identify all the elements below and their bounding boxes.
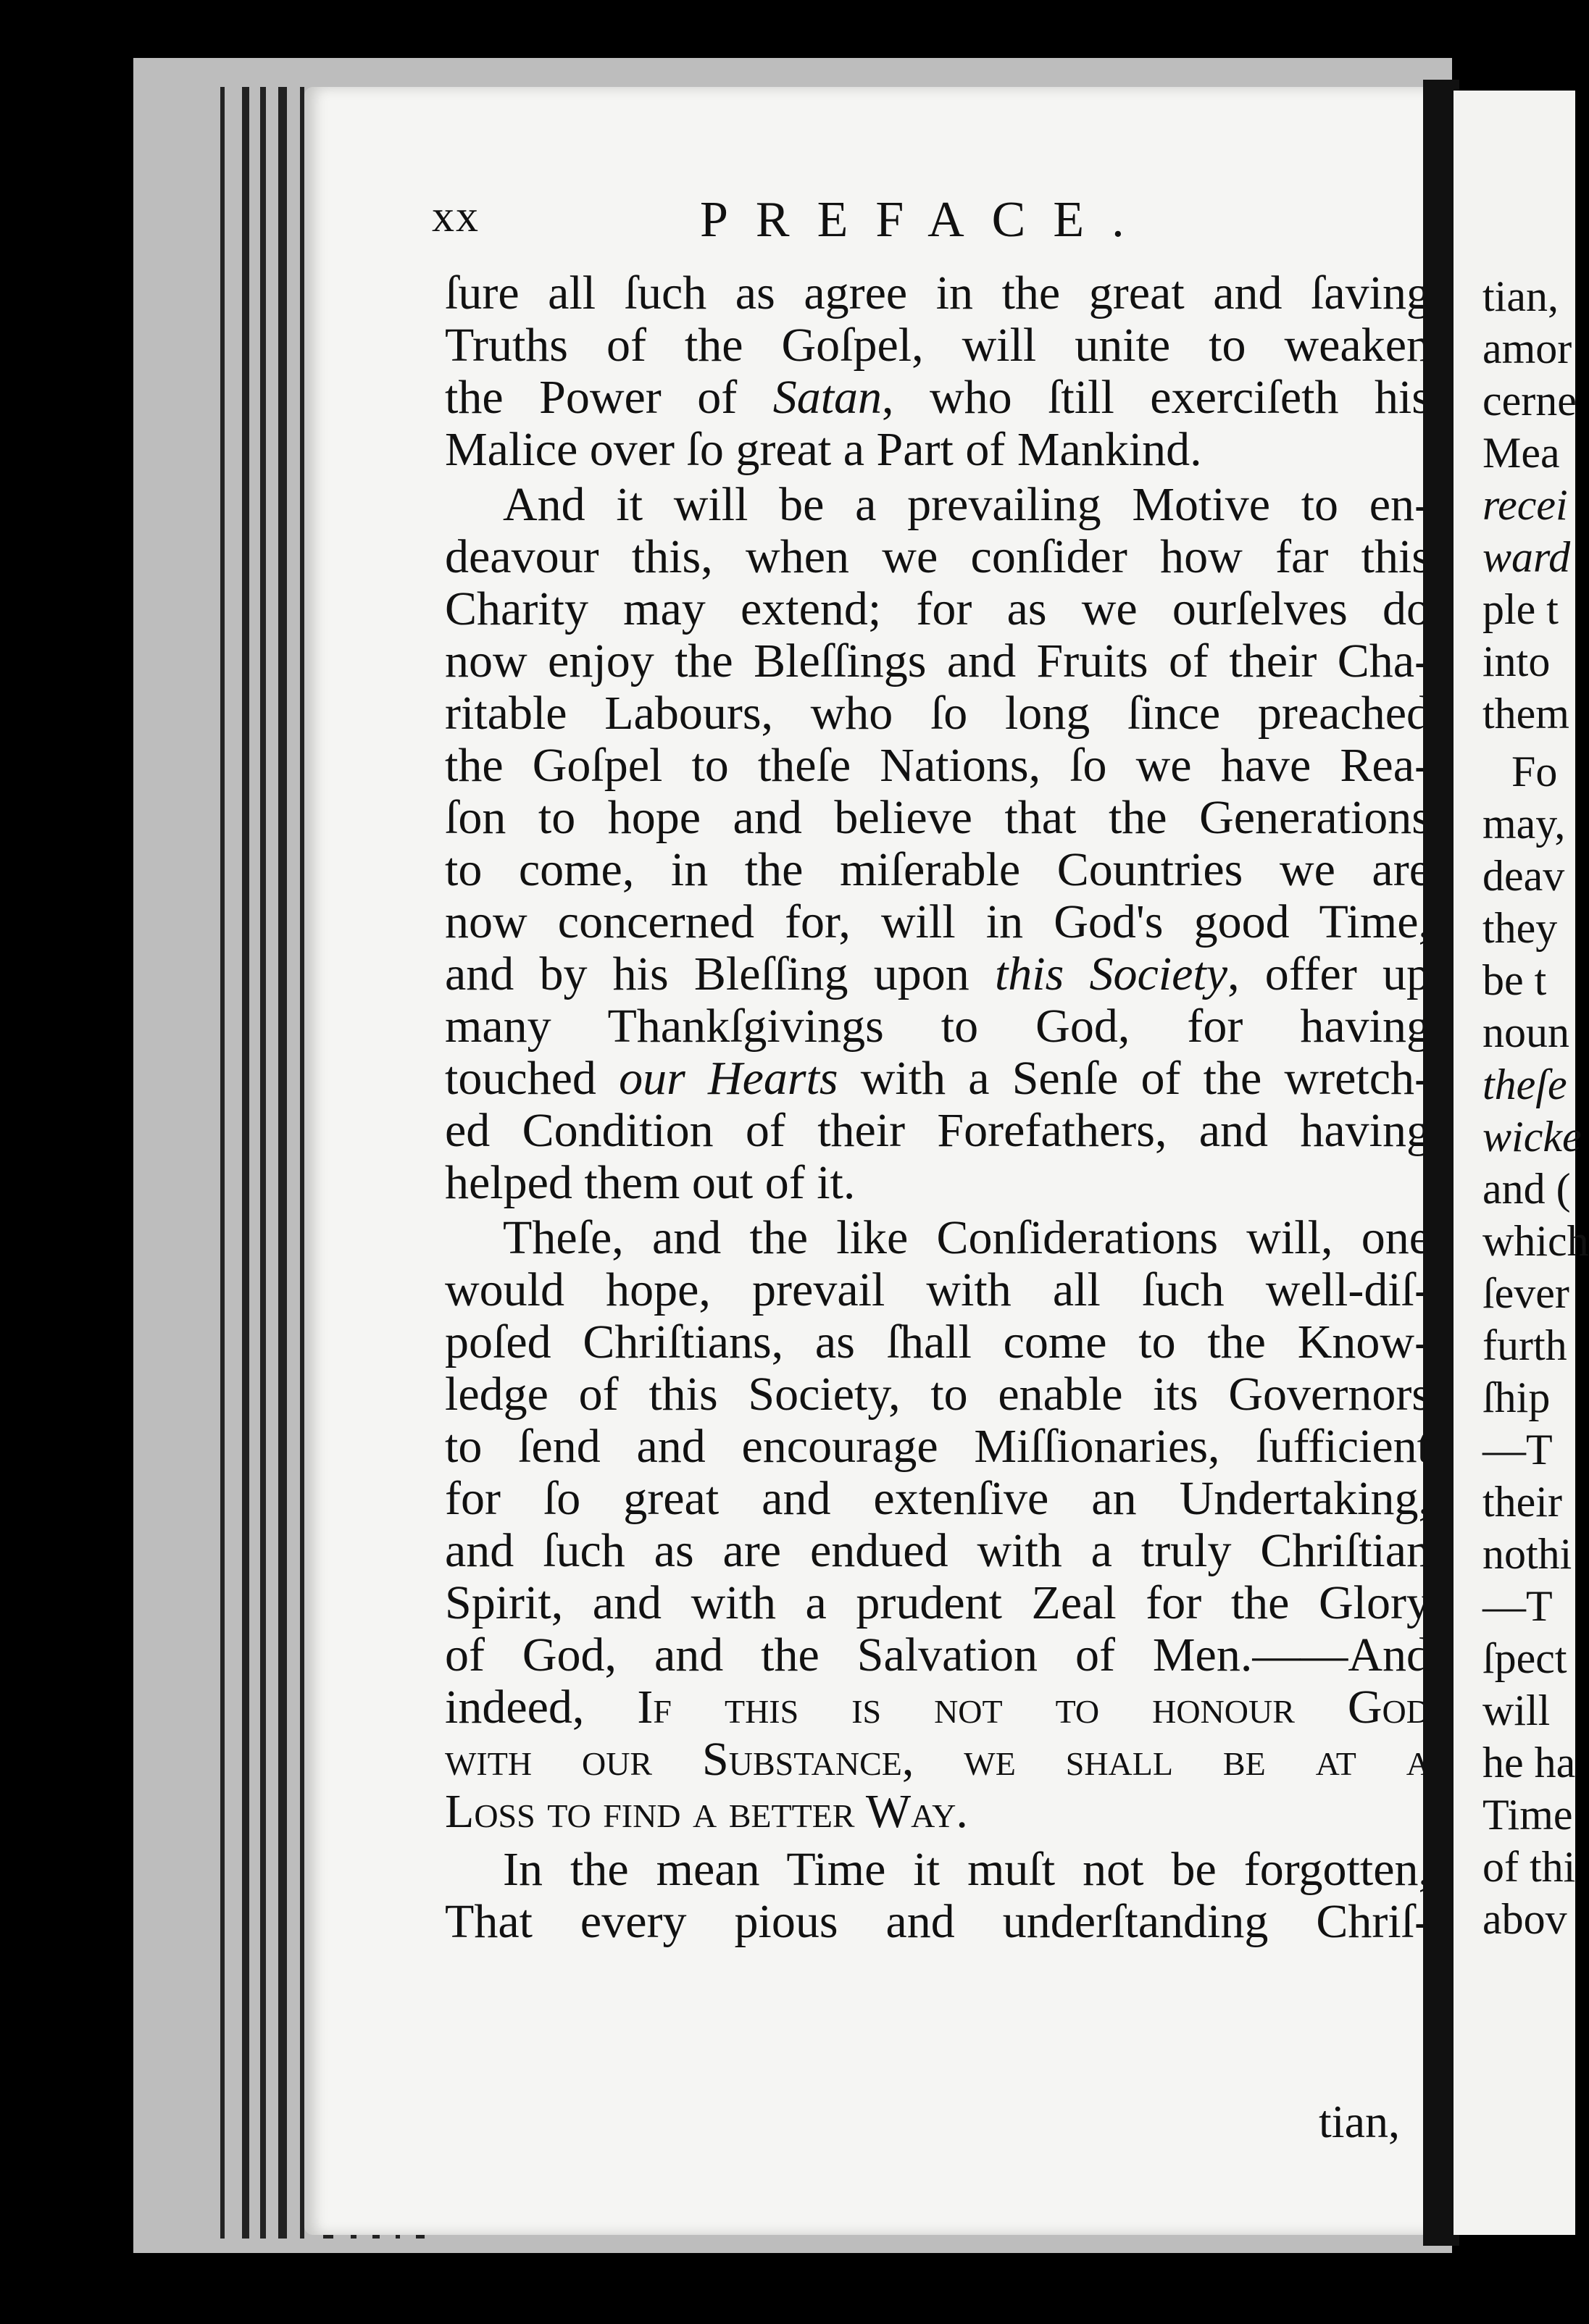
text-line: deavour this, when we conſider how far this bbox=[445, 530, 1430, 583]
facing-page-fragment: which bbox=[1482, 1217, 1589, 1265]
facing-page-fragment: abov bbox=[1482, 1895, 1567, 1943]
facing-page-fragment: will bbox=[1482, 1686, 1551, 1734]
facing-page-fragment: ward bbox=[1482, 533, 1571, 581]
facing-page-fragment: he ha bbox=[1482, 1739, 1576, 1786]
text-line: And it will be a prevailing Motive to en- bbox=[503, 478, 1430, 531]
facing-page-fragment: ſpect bbox=[1482, 1634, 1567, 1682]
text-line: and ſuch as are endued with a truly Chriſtian bbox=[445, 1524, 1430, 1577]
running-title: PREFACE. bbox=[700, 192, 1152, 248]
facing-page bbox=[1454, 91, 1589, 2235]
text-line: poſed Chriſtians, as ſhall come to the Know- bbox=[445, 1316, 1430, 1368]
facing-page-fragment: furth bbox=[1482, 1321, 1567, 1369]
text-line: and by his Bleſſing upon this Society, offer up bbox=[445, 948, 1430, 1000]
facing-page-fragment: of thi bbox=[1482, 1843, 1576, 1891]
text-line: touched our Hearts with a Senſe of the wretch- bbox=[445, 1052, 1430, 1105]
text-line: Truths of the Goſpel, will unite to weaken bbox=[445, 319, 1430, 372]
facing-page-fragment: cerne bbox=[1482, 377, 1577, 425]
page-number: xx bbox=[432, 192, 480, 241]
text-line: many Thankſgivings to God, for having bbox=[445, 1000, 1430, 1053]
facing-page-fragment: nothi bbox=[1482, 1530, 1572, 1578]
facing-page-fragment: recei bbox=[1482, 481, 1568, 529]
facing-page-fragment: Mea bbox=[1482, 429, 1560, 477]
facing-page-fragment: into bbox=[1482, 638, 1551, 685]
text-line: of God, and the Salvation of Men.——And bbox=[445, 1629, 1430, 1681]
facing-page-fragment: ſhip bbox=[1482, 1374, 1551, 1421]
text-line: helped them out of it. bbox=[445, 1156, 856, 1209]
facing-page-fragment: wicke bbox=[1482, 1113, 1582, 1161]
facing-page-fragment: them bbox=[1482, 690, 1569, 737]
facing-page-fragment: tian, bbox=[1482, 272, 1559, 320]
text-line: now enjoy the Bleſſings and Fruits of their Cha- bbox=[445, 635, 1430, 687]
facing-page-fragment: their bbox=[1482, 1478, 1562, 1526]
facing-page-fragment: ple t bbox=[1482, 585, 1559, 633]
facing-page-fragment: —T bbox=[1482, 1582, 1553, 1630]
facing-page-fragment: Time bbox=[1482, 1791, 1573, 1839]
facing-page-fragment: noun bbox=[1482, 1008, 1569, 1056]
facing-page-fragment: amor bbox=[1482, 325, 1572, 372]
text-line: Theſe, and the like Conſiderations will, one bbox=[503, 1211, 1430, 1264]
text-line: the Power of Satan, who ſtill exerciſeth his bbox=[445, 371, 1430, 424]
text-line: ritable Labours, who ſo long ſince preached bbox=[445, 687, 1430, 740]
text-line: Loss to find a better Way. bbox=[445, 1785, 968, 1838]
text-line: the Goſpel to theſe Nations, ſo we have Rea- bbox=[445, 739, 1430, 792]
facing-page-fragment: deav bbox=[1482, 852, 1565, 900]
text-line: In the mean Time it muſt not be forgotten, bbox=[503, 1843, 1430, 1896]
text-line: with our Substance, we shall be at a bbox=[445, 1733, 1430, 1786]
text-line: ſon to hope and believe that the Generations bbox=[445, 791, 1430, 844]
text-line: Charity may extend; for as we ourſelves do bbox=[445, 582, 1430, 635]
facing-page-fragment: —T bbox=[1482, 1426, 1553, 1474]
text-line: ed Condition of their Forefathers, and having bbox=[445, 1104, 1430, 1157]
text-line: to ſend and encourage Miſſionaries, ſufficient bbox=[445, 1420, 1430, 1473]
text-line: to come, in the miſerable Countries we are bbox=[445, 843, 1430, 896]
text-line: ſure all ſuch as agree in the great and ſaving bbox=[445, 267, 1430, 319]
scan-background bbox=[0, 0, 130, 2324]
facing-page-fragment: and ( bbox=[1482, 1165, 1571, 1213]
facing-page-fragment: ſever bbox=[1482, 1269, 1569, 1317]
facing-page-fragment: they bbox=[1482, 904, 1558, 952]
text-line: Spirit, and with a prudent Zeal for the Glory bbox=[445, 1576, 1430, 1629]
facing-page-fragment: may, bbox=[1482, 800, 1566, 848]
facing-page-fragment: be t bbox=[1482, 956, 1547, 1004]
text-line: That every pious and underſtanding Chriſ- bbox=[445, 1895, 1430, 1948]
text-line: now concerned for, will in God's good Time, bbox=[445, 895, 1430, 948]
facing-page-fragment: theſe bbox=[1482, 1061, 1567, 1108]
facing-page-fragment: Fo bbox=[1511, 748, 1558, 795]
text-line: ledge of this Society, to enable its Governors bbox=[445, 1368, 1430, 1421]
text-line: Malice over ſo great a Part of Mankind. bbox=[445, 423, 1202, 476]
catchword: tian, bbox=[1319, 2096, 1400, 2147]
text-line: would hope, prevail with all ſuch well-diſ- bbox=[445, 1263, 1430, 1316]
text-line: indeed, If this is not to honour God bbox=[445, 1681, 1430, 1734]
text-line: for ſo great and extenſive an Undertaking, bbox=[445, 1472, 1430, 1525]
